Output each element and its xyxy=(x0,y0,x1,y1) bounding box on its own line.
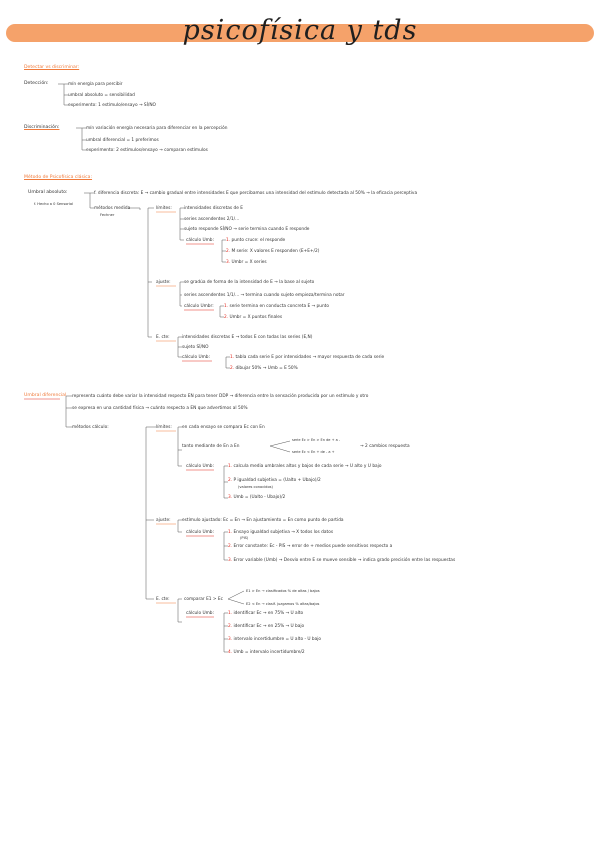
ud-ec-b: E2 < En → clasif. juzgamos % altas/bajos xyxy=(246,602,320,606)
ua-lim-c2: M serie: X valores E responden (E+E+/2) xyxy=(231,249,320,254)
ud-l-c2b: (valores conocidos) xyxy=(238,485,273,489)
ua-aj-c1: serie termina en conducta concreta E → punto xyxy=(229,304,329,309)
ud-ec-c3: intervalo incertidumbre = U alto - U bajo xyxy=(233,637,322,642)
ud-econs: E. cte: xyxy=(156,597,170,602)
ud-aj-c2: Error constante: Ec - PIS → error de + medios puede sensitivos respecto a xyxy=(233,544,393,549)
ua-aj2: series ascendentes 1/1/... → termina cuando sujeto empieza/termina notar xyxy=(184,293,345,298)
ua-lim-c1: punto cruce: el responde xyxy=(231,238,286,243)
ua-ec-c2: dibujar 50% → Umb = E 50% xyxy=(235,366,298,371)
ud-ec-c1: identificar Ec → en 75% → U alto xyxy=(233,611,304,616)
ud-label: Umbral diferencial xyxy=(24,393,67,398)
ud-2: se expresa en una cantidad física → cuánto respecto a EN que advertimos al 50% xyxy=(72,406,248,411)
ua-ec2: sujeto SÍ/NO xyxy=(182,345,209,350)
det-line2: umbral absoluto = sensibilidad xyxy=(68,93,135,98)
dis-line1: mín variación energía necesaria para diferenciar en la percepción xyxy=(86,126,228,131)
ua-ec1: intensidades discretas E → todos E con todas las series (E,N) xyxy=(182,335,313,340)
ua-lim-calc: cálculo Umb: xyxy=(186,238,214,243)
det-line3: experimento: 1 estímulo/ensayo → SÍ/NO xyxy=(68,103,156,108)
ud-ec-comp: comparar E1 > Ec xyxy=(184,597,223,602)
ud-aj-c1b: (PIS) xyxy=(240,536,249,540)
ua-aj-c2: Umbr = X puntos finales xyxy=(229,315,283,320)
dis-line3: experimento: 2 estímulos/ensayo → comparan estímulos xyxy=(86,148,208,153)
section2-heading: Método de Psicofísica clásica: xyxy=(24,175,93,180)
page-title: psicofísica y tds xyxy=(182,15,418,46)
ud-aj-calc: cálculo Umb: xyxy=(186,530,214,535)
ud-ec-a: E1 > En → clasificados % de altas / bajos xyxy=(246,589,320,593)
ua-limites: límites: xyxy=(156,206,172,211)
dis-line2: umbral diferencial = 1 preferimos xyxy=(86,138,159,143)
ua-ec-c1: tabla cada serie E por intensidades → mayor respuesta de cada serie xyxy=(235,355,385,360)
dis-label: Discriminación: xyxy=(24,125,60,130)
ua-metodos: métodos medida xyxy=(94,206,131,211)
ua-lim2: series ascendentes 2/1/... xyxy=(184,217,240,222)
section1-heading: Detectar vs discriminar: xyxy=(24,65,80,70)
ud-aj-c1: Ensayo igualdad subjetiva → X todos los datos xyxy=(233,530,334,535)
ua-ajuste: ajuste: xyxy=(156,280,171,285)
ua-ec-calc: cálculo Umb: xyxy=(182,355,210,360)
ud-l-c1: calcula media umbrales altos y bajos de cada serie → U alto y U bajo xyxy=(233,464,382,469)
ud-def: representa cuánto debe variar la intensidad respecto EN para tener DDP → diferencia entre la sensación producida por un estímulo y otro xyxy=(72,394,369,399)
ud-l2b: serie Ec < En + de - a + xyxy=(292,450,335,454)
ua-lim3: sujeto responde SÍ/NO → serie termina cuando E responde xyxy=(184,227,310,232)
ua-def: f. diferencia discreta: E → cambio gradual entre intensidades E que percibamos una intensidad del estímulo detectada al 50% → la eficacia perceptiva xyxy=(94,191,418,196)
det-line1: mín energía para percibir xyxy=(68,82,123,87)
ud-l-calc: cálculo Umb: xyxy=(186,464,214,469)
ud-limites: límites: xyxy=(156,425,172,430)
ud-l2a: serie Ec > En > En de + a - xyxy=(292,438,341,442)
ud-metodos: métodos cálculo: xyxy=(72,425,109,430)
ud-l1: en cada ensayo se compara Ec con En xyxy=(182,425,265,430)
ua-econs: E. cte: xyxy=(156,335,170,340)
ua-label: Umbral absoluto: xyxy=(28,190,68,195)
ua-metodos-sub: Fechner xyxy=(100,213,115,217)
ud-l-c2: P igualdad subjetiva = (Ualto + Ubajo)/2 xyxy=(233,478,321,483)
ud-ec-c2: identificar Ec → en 25% → U bajo xyxy=(233,624,305,629)
ua-aj-calc: cálculo Umbr: xyxy=(184,304,214,309)
ud-ajuste: ajuste: xyxy=(156,518,171,523)
ua-aj1: se gradúa de forma de la intensidad de E → la base al sujeto xyxy=(184,280,315,285)
ua-sub: f. Hecho a 0 Sensorial xyxy=(34,202,74,206)
ud-l2c: → 2 cambios respuesta xyxy=(360,444,410,449)
ua-lim-c3: Umbr = X series xyxy=(231,260,267,265)
det-label: Detección: xyxy=(24,81,49,86)
ud-l-c3: Umb = (Ualto - Ubajo)/2 xyxy=(233,495,286,500)
ud-aj-c3: Error variable (Umb) → Desvío entre E se mueve sensible → indica grado precisión entre las respuestas xyxy=(233,558,456,563)
ua-lim1: intensidades discretas de E xyxy=(184,206,243,211)
ud-l2: tanto mediante de En a En xyxy=(182,444,240,449)
ud-ec-c4: Umb = intervalo incertidumbre/2 xyxy=(233,650,305,655)
ud-aj1: estímulo ajustado: Ec = En → En ajustamiento = En como punto de partida xyxy=(182,518,344,523)
ud-ec-calc: cálculo Umb: xyxy=(186,611,214,616)
